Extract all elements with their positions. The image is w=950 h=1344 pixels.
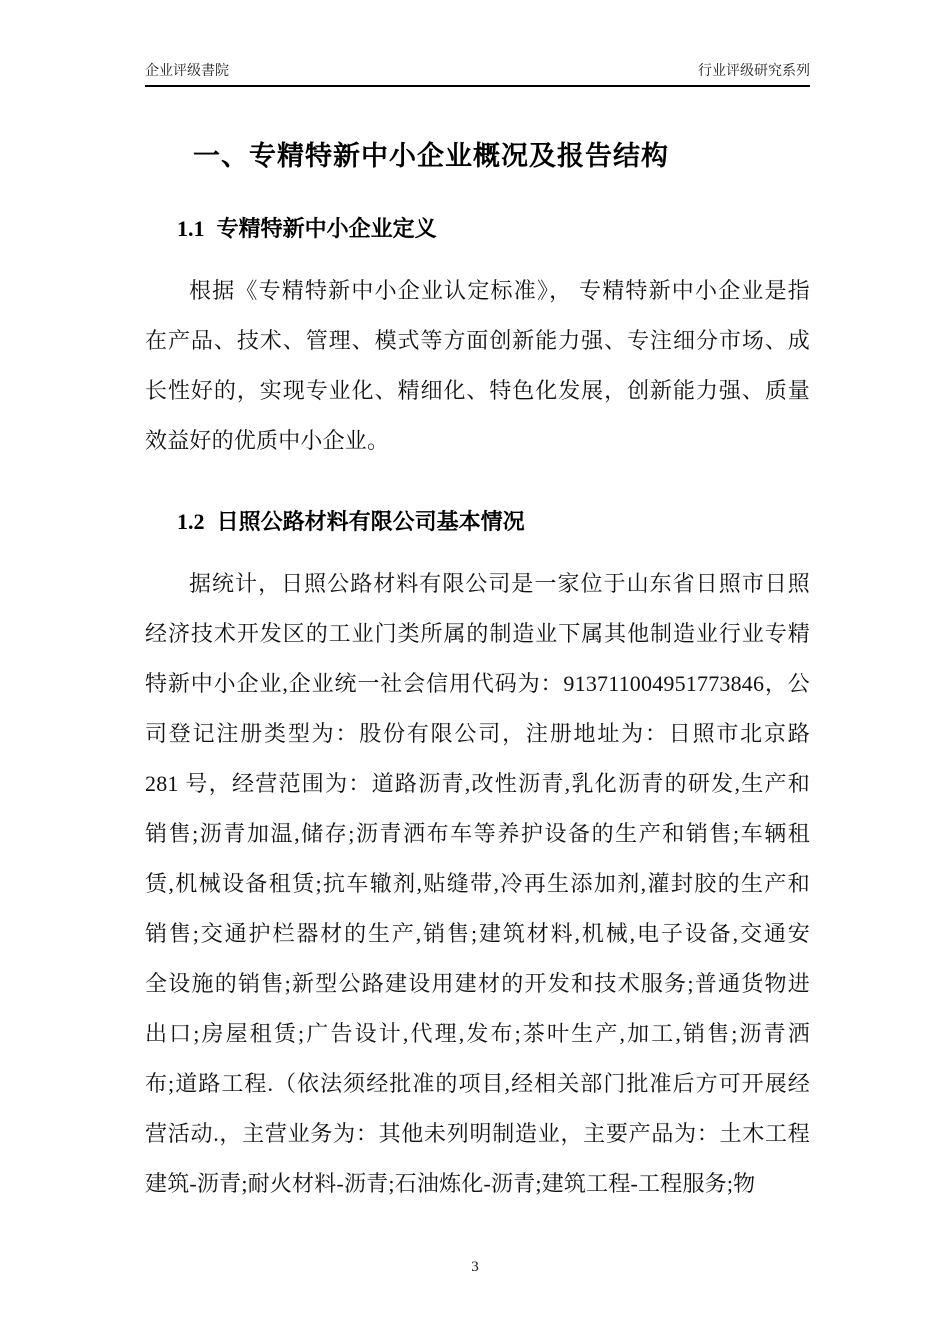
text-line: 在产品、技术、管理、模式等方面创新能力强、专注细分市场、成	[145, 328, 810, 353]
section-number: 1.2	[177, 509, 205, 534]
section-heading-text: 专精特新中小企业定义	[216, 216, 437, 241]
header-divider	[145, 60, 810, 87]
chapter-title: 一、专精特新中小企业概况及报告结构	[193, 141, 669, 171]
section-number: 1.1	[177, 216, 205, 241]
text-line: 全设施的销售;新型公路建设用建材的开发和技术服务;普通货物进	[145, 971, 810, 996]
section-heading-text: 日照公路材料有限公司基本情况	[216, 509, 525, 534]
text-line: 经济技术开发区的工业门类所属的制造业下属其他制造业行业专精	[145, 621, 810, 646]
text-line: 销售;沥青加温,储存;沥青洒布车等养护设备的生产和销售;车辆租	[145, 821, 810, 846]
text-line: 销售;交通护栏器材的生产,销售;建筑材料,机械,电子设备,交通安	[145, 921, 810, 946]
section-1-1-paragraph	[145, 266, 810, 466]
section-1-1-heading	[145, 215, 810, 243]
page-number: 3	[471, 1259, 479, 1275]
section-1-2-heading	[145, 508, 810, 536]
section-1-2-paragraph	[145, 559, 810, 1209]
text-line: 建筑-沥青;耐火材料-沥青;石油炼化-沥青;建筑工程-工程服务;物	[145, 1171, 756, 1196]
document-page	[145, 0, 810, 1209]
text-line: 根据《专精特新中小企业认定标准》， 专精特新中小企业是指	[189, 278, 810, 303]
text-line: 效益好的优质中小企业。	[145, 428, 390, 453]
text-line: 出口;房屋租赁;广告设计,代理,发布;茶叶生产,加工,销售;沥青洒	[145, 1021, 810, 1046]
document-body	[145, 139, 810, 1209]
text-line: 据统计，日照公路材料有限公司是一家位于山东省日照市日照	[189, 571, 810, 596]
text-line: 司登记注册类型为：股份有限公司，注册地址为：日照市北京路	[145, 721, 810, 746]
text-line: 特新中小企业,企业统一社会信用代码为：913711004951773846，公	[145, 671, 810, 696]
text-line: 281 号，经营范围为：道路沥青,改性沥青,乳化沥青的研发,生产和	[145, 771, 810, 796]
page-header	[145, 0, 810, 87]
text-line: 赁,机械设备租赁;抗车辙剂,贴缝带,冷再生添加剂,灌封胶的生产和	[145, 871, 810, 896]
text-line: 布;道路工程.（依法须经批准的项目,经相关部门批准后方可开展经	[145, 1071, 810, 1096]
header-left-text: 企业评级書院	[145, 62, 229, 78]
text-line: 营活动.，主营业务为：其他未列明制造业，主要产品为：土木工程	[145, 1121, 810, 1146]
page-footer	[0, 1259, 950, 1276]
text-line: 长性好的，实现专业化、精细化、特色化发展，创新能力强、质量	[145, 378, 810, 403]
header-right-text: 行业评级研究系列	[698, 62, 810, 78]
